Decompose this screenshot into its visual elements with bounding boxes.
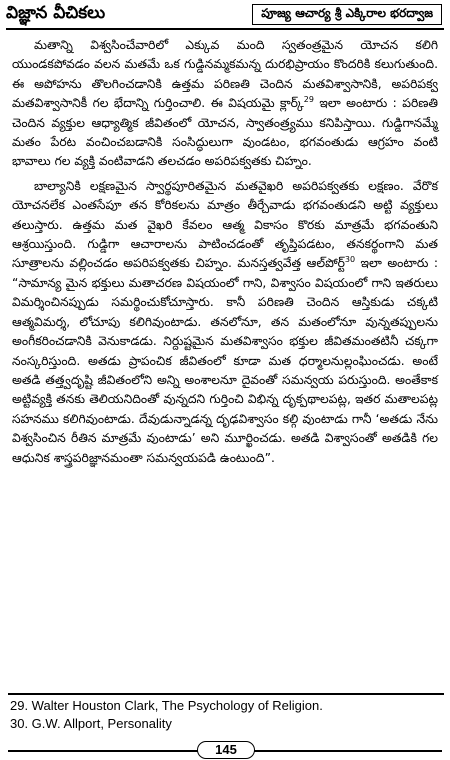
book-title: విజ్ఞాన వీచికలు xyxy=(6,3,106,23)
paragraph-1-start: మతాన్ని విశ్వసించేవారిలో ఎక్కువ మంది స్వతంత్రమైన యోచన కలిగి యుండకపోవడం వలన మతమే ఒక గుడ్డినమ్మకమన్న దురభిప్రాయం కొందరికి కలుగుతుంది. ఈ అపోహను తొలగించడానికి ఉత్తమ పరిణతి చెందిన మతవిశ్వాసానికి, అపరిపక్వ మతవిశ్వాసానికీ గల భేదాన్ని గుర్తించాలి. ఈ విషయమై క్లార్క్ xyxy=(12,38,438,111)
page-header xyxy=(0,0,450,34)
body-text xyxy=(12,36,438,473)
footnotes xyxy=(10,697,440,733)
footnote-29: 29. Walter Houston Clark, The Psychology of Religion. xyxy=(10,698,323,713)
paragraph-1 xyxy=(12,36,438,172)
paragraph-2-start: బాల్యానికి లక్షణమైన స్వార్థపూరితమైన మతవైఖరి అపరిపక్వతకు లక్షణం. వేరొక యోచనలేక ఎంతసేపూ తన కోరికలను మాత్రం తీర్చేవాడు భగవంతుడని అట్టి వ్యక్తులు తలుస్తారు. ఉత్తమ మత వైఖరి కేవలం ఆత్మ వికాసం కొరకు మాత్రమే భగవంతుని ఆశ్రయిస్తుంది. గుడ్డిగా ఆచారాలను పాటించడంతో తృప్తిపడటం, తనకర్థంగాని మత సూత్రాలను వల్లించడం అపరిపక్వతకు చిహ్నం. మనస్తత్వవేత్త ఆల్‌పోర్ట్ xyxy=(12,178,438,271)
page-footer xyxy=(0,741,450,759)
footnote-ref-30: 30 xyxy=(344,255,356,265)
footnote-30: 30. G.W. Allport, Personality xyxy=(10,716,172,731)
page-number: 145 xyxy=(197,741,255,759)
paragraph-2-end: ఇలా అంటారు : “సామాన్య మైన భక్తులు మతాచరణ విషయంలో గాని, విశ్వాసం విషయంలో గాని ఇతరులు విమర్శించినప్పుడు సమర్థించుకోచూస్తారు. కానీ పరిణతి చెందిన ఆస్తికుడు చక్కటి ఆత్మవిమర్శ, లోచూపు కలిగివుంటాడు. తనలోనూ, తన మతంలోనూ వున్నతప్పులను అంగీకరించడానికి వెనుకాడడు. నిర్దుష్టమైన మతవిశ్వాసం భక్తుల జీవితమంతటినీ చక్కగా నంస్కరిస్తుంది. అతడు ప్రాపంచిక జీవితంలో కూడా మత ధర్మాలనుల్లంఘించడు. అంటే అతడి తత్త్వదృష్టి జీవితంలోని అన్ని అంశాలనూ దైవంతో సమన్వయ పరుస్తుంది. అంతేకాక అట్టివ్యక్తి తనకు తెలియనిదింతో వున్నదని గుర్తించి విభిన్న దృక్పథాలపట్ల, ఇతర మతాలపట్ల సహనము కలిగివుంటాడు. దేవుడున్నాడన్న దృఢవిశ్వాసం కల్గి వుంటాడు గానీ ‘అతడు నేను విశ్వసించిన రీతిన మాత్రమే వుంటాడు’ అని మూర్ఖించడు. అతడి విశ్వాసంతో అతడికి గల ఆధునిక శాస్త్రపరిజ్ఞానమంతా సమన్వయపడి ఉంటుంది”. xyxy=(12,256,439,465)
footnote-divider xyxy=(8,693,444,695)
header-rule xyxy=(6,28,444,30)
paragraph-2 xyxy=(12,177,438,468)
footnote-ref-29: 29 xyxy=(303,95,314,105)
paragraph-1-end: ఇలా అంటారు : పరిణతి చెందిన వ్యక్తుల ఆధ్యాత్మిక జీవితంలో యోచన, స్వాతంత్ర్యము కనిపిస్తాయి. గుడ్డిగానమ్మే మతం పేరట వంచించబడానికి సంసిద్ధులుగా వుండటం, భగవంతుడు ఆగ్రహం వంటి భావాలు గల వ్యక్తి వంటివాడని తలచడం అపరిపక్వతకు చిహ్నం. xyxy=(12,96,439,169)
author-name-box: పూజ్య ఆచార్య శ్రీ ఎక్కిరాల భరద్వాజ xyxy=(252,4,442,25)
